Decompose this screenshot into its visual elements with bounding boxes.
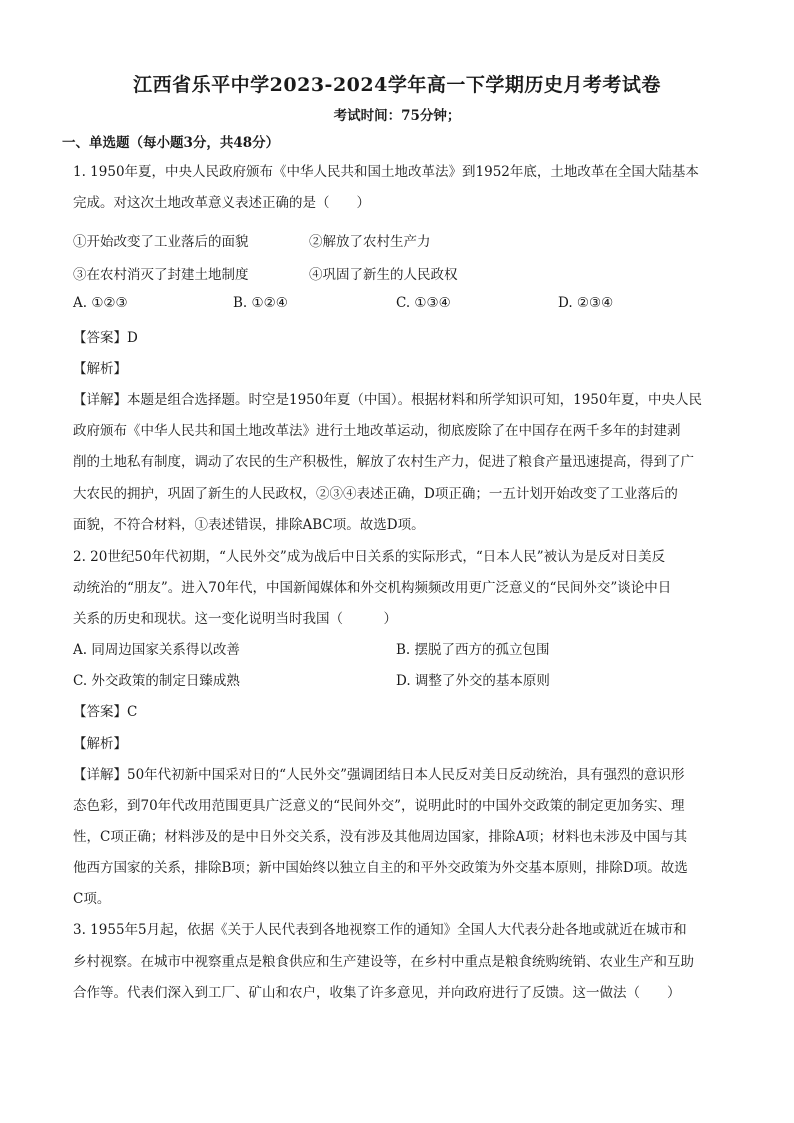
q2-detail-line4: 他西方国家的关系，排除B项；新中国始终以独立自主的和平外交政策为外交基本原则，排除D项。故选 [73,860,688,876]
q1-detail-line5: 面貌，不符合材料，①表述错误，排除ABC项。故选D项。 [73,517,425,533]
q2-option-b: B. 摆脱了西方的孤立包围 [396,642,550,658]
q1-option-c: C. ①③④ [396,295,451,311]
q2-detail-line5: C项。 [73,891,111,907]
q3-stem-line1: 3. 1955年5月起，依据《关于人民代表到各地视察工作的通知》全国人大代表分赴各地或就近在城市和 [73,922,687,938]
q1-item-1: ①开始改变了工业落后的面貌 [73,234,249,250]
section-heading: 一、单选题（每小题3分，共48分） [62,135,280,151]
q2-options-row2 [73,669,723,689]
q2-option-a: A. 同周边国家关系得以改善 [73,642,240,658]
q2-stem-line2: 动统治的“朋友”。进入70年代，中国新闻媒体和外交机构频频改用更广泛意义的“民间外交”谈论中日 [73,580,672,596]
q2-analysis-label: 【解析】 [73,736,127,752]
q3-stem-line2: 乡村视察。在城市中视察重点是粮食供应和生产建设等，在乡村中重点是粮食统购统销、农业生产和互助 [73,954,694,970]
q2-answer: 【答案】C [73,704,138,720]
q1-detail-line1: 【详解】本题是组合选择题。时空是1950年夏（中国）。根据材料和所学知识可知，1950年夏，中央人民 [73,392,702,408]
q1-option-a: A. ①②③ [73,295,128,311]
q2-stem-line1: 2. 20世纪50年代初期，“人民外交”成为战后中日关系的实际形式，“日本人民”被认为是反对日美反 [73,549,666,565]
q1-option-d: D. ②③④ [558,295,614,311]
q2-option-c: C. 外交政策的制定日臻成熟 [73,673,240,689]
q2-detail-line2: 态色彩，到70年代改用范围更具广泛意义的“民间外交”，说明此时的中国外交政策的制定更加务实、理 [73,798,685,814]
q1-options [73,295,723,315]
q1-stem-line2: 完成。对这次土地改革意义表述正确的是（ ） [73,195,370,211]
q1-items-row2 [73,263,723,283]
q1-detail-line2: 政府颁布《中华人民共和国土地改革法》进行土地改革运动，彻底废除了在中国存在两千多年的封建剥 [73,423,681,439]
q1-analysis-label: 【解析】 [73,361,127,377]
q1-item-2: ②解放了农村生产力 [309,234,431,250]
q1-detail-line3: 削的土地私有制度，调动了农民的生产积极性，解放了农村生产力，促进了粮食产量迅速提高，得到了广 [73,454,694,470]
exam-time: 考试时间：75分钟； [333,108,461,124]
q2-detail-line3: 性，C项正确；材料涉及的是中日外交关系，没有涉及其他周边国家，排除A项；材料也未涉及中国与其 [73,829,688,845]
q1-option-b: B. ①②④ [233,295,288,311]
q2-option-d: D. 调整了外交的基本原则 [396,673,550,689]
q3-stem-line3: 合作等。代表们深入到工厂、矿山和农户，收集了许多意见，并向政府进行了反馈。这一做法（ ） [73,985,681,1001]
q1-stem-line1: 1. 1950年夏，中央人民政府颁布《中华人民共和国土地改革法》到1952年底，土地改革在全国大陆基本 [73,164,699,180]
q2-detail-line1: 【详解】50年代初新中国采对日的“人民外交”强调团结日本人民反对美日反动统治，具有强烈的意识形 [73,767,685,783]
q1-items-row1 [73,230,723,250]
q2-options-row1 [73,638,723,658]
exam-title: 江西省乐平中学2023-2024学年高一下学期历史月考考试卷 [133,74,661,96]
q1-detail-line4: 大农民的拥护，巩固了新生的人民政权，②③④表述正确，D项正确；一五计划开始改变了工业落后的 [73,486,678,502]
q2-stem-line3: 关系的历史和现状。这一变化说明当时我国（ ） [73,611,397,627]
q1-item-4: ④巩固了新生的人民政权 [309,267,458,283]
q1-answer: 【答案】D [73,330,138,346]
q1-item-3: ③在农村消灭了封建土地制度 [73,267,249,283]
